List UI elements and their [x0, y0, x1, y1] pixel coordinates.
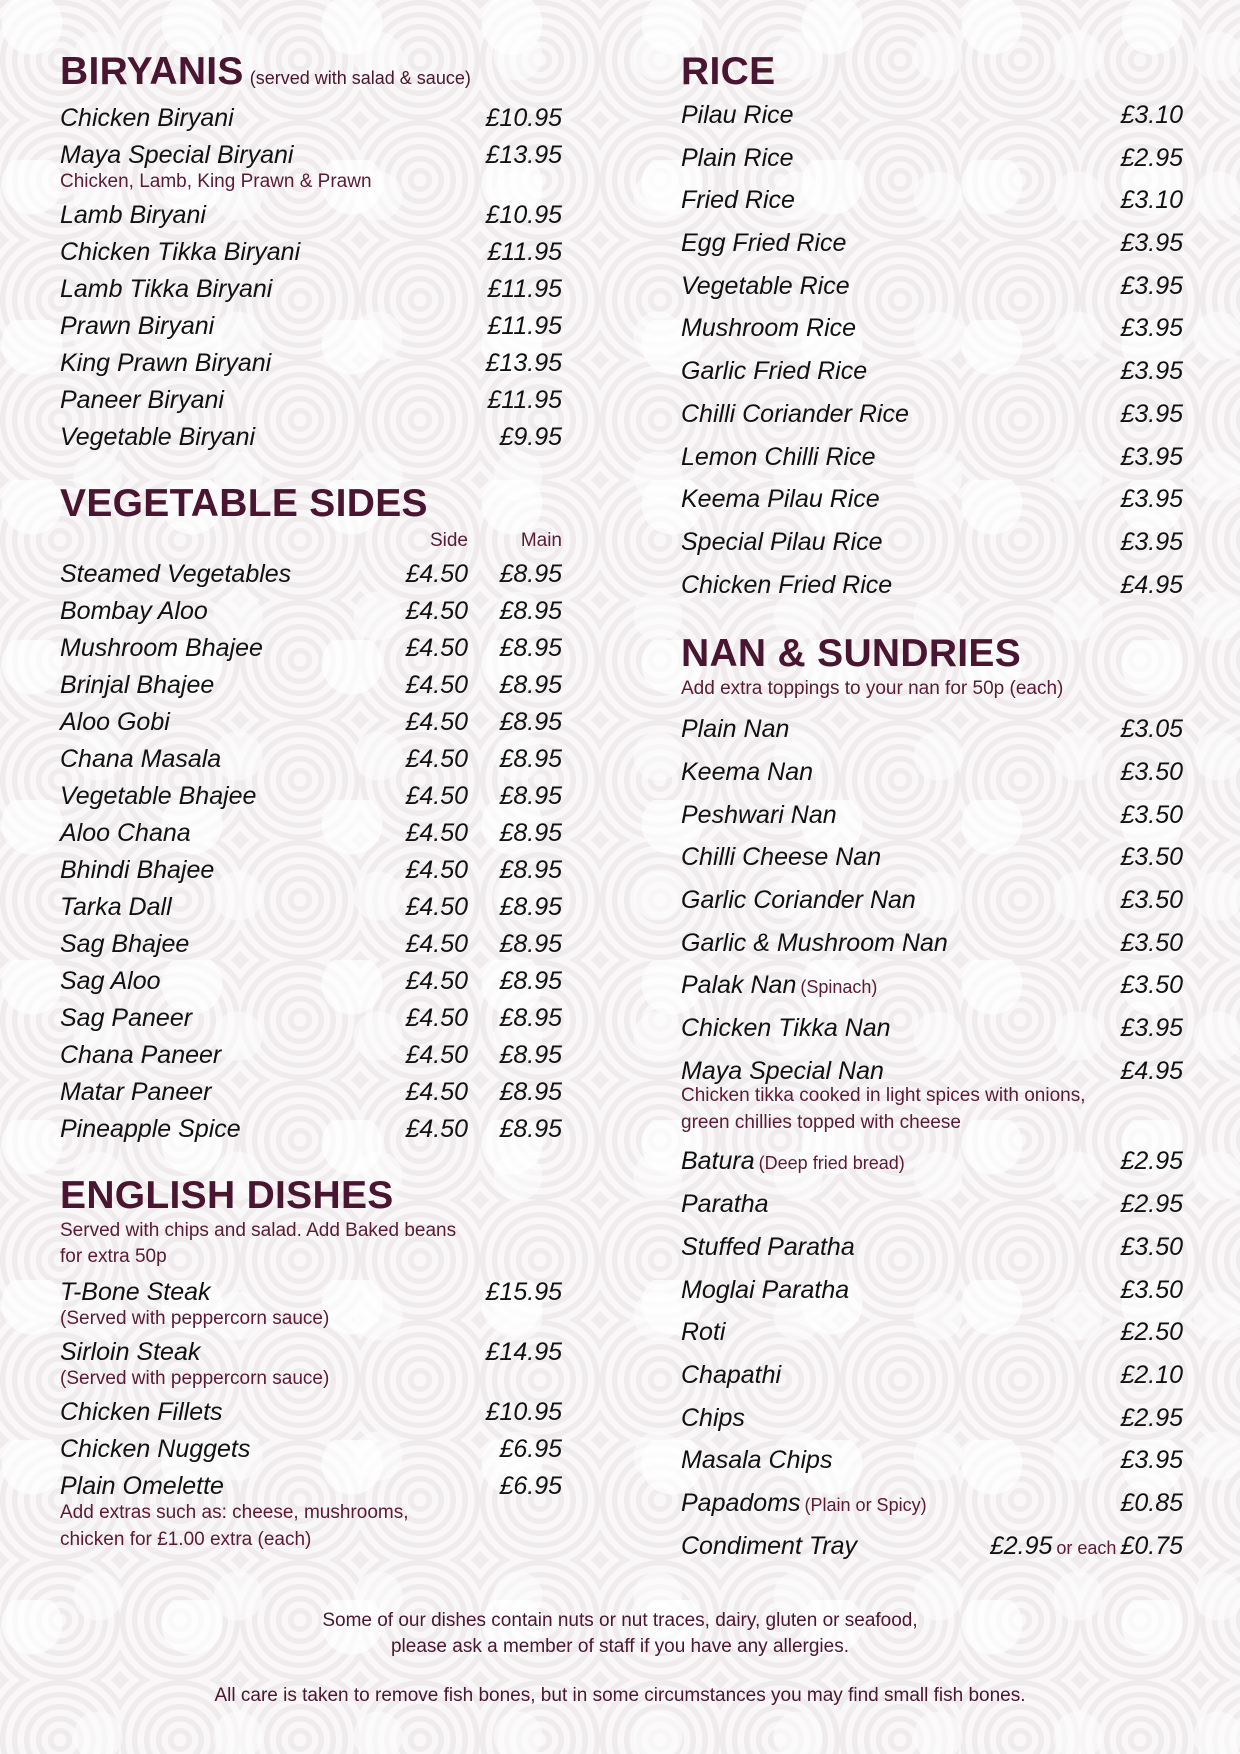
- menu-item: [60, 308, 562, 345]
- menu-item: [681, 521, 1183, 564]
- item-price: £3.50: [1120, 928, 1183, 957]
- item-price: £3.95: [1120, 1446, 1183, 1475]
- item-name: Peshwari Nan: [681, 800, 837, 829]
- allergy-line: Some of our dishes contain nuts or nut traces, dairy, gluten or seafood,: [322, 1610, 918, 1631]
- item-price: £3.95: [1120, 229, 1183, 258]
- menu-item: [60, 556, 562, 593]
- item-name: Sag Bhajee: [60, 930, 190, 958]
- side-price: £4.50: [405, 930, 468, 958]
- section-vegetable-sides: [60, 482, 562, 1148]
- item-name: Garlic Coriander Nan: [681, 886, 916, 914]
- menu-item: [681, 1397, 1183, 1440]
- item-name: Special Pilau Rice: [681, 527, 883, 556]
- menu-item: [60, 778, 562, 815]
- item-price: £3.95: [1120, 1014, 1183, 1043]
- item-price: £2.95: [1120, 1403, 1183, 1432]
- section-rice: [681, 50, 1183, 606]
- menu-item: [681, 436, 1183, 479]
- item-name: Chicken Fried Rice: [681, 570, 893, 599]
- item-name: Bombay Aloo: [60, 597, 208, 625]
- section-subtitle: Add extra toppings to your nan for 50p (each): [681, 678, 1064, 700]
- item-name: Roti: [681, 1318, 726, 1347]
- item-name: Chicken Nuggets: [60, 1435, 251, 1463]
- item-name: Lamb Biryani: [60, 201, 206, 229]
- main-price: £8.95: [499, 708, 562, 736]
- side-price: £4.50: [405, 597, 468, 625]
- item-price: £3.95: [1120, 357, 1183, 386]
- menu-item: [681, 265, 1183, 308]
- subtitle-line: Served with chips and salad. Add Baked beans: [60, 1220, 457, 1241]
- item-price: £6.95: [499, 1472, 562, 1500]
- item-name: Keema Pilau Rice: [681, 485, 880, 514]
- item-price: £2.95: [1120, 1147, 1183, 1176]
- item-price: £2.50: [1120, 1318, 1183, 1347]
- item-price: £0.85: [1120, 1488, 1183, 1517]
- item-name: Lamb Tikka Biryani: [60, 275, 273, 303]
- item-name: Aloo Chana: [60, 819, 191, 847]
- menu-item: [60, 1111, 562, 1148]
- desc-line: Chicken tikka cooked in light spices with onions,: [681, 1085, 1086, 1107]
- item-name: Chicken Tikka Nan: [681, 1014, 891, 1043]
- item-price: £6.95: [499, 1435, 562, 1463]
- menu-item: [60, 271, 562, 308]
- item-name: Mushroom Rice: [681, 314, 857, 343]
- menu-item: [681, 307, 1183, 350]
- item-price: £3.95: [1120, 314, 1183, 343]
- item-name: Chapathi: [681, 1360, 782, 1389]
- item-price: £10.95: [485, 1398, 562, 1426]
- item-price: £3.50: [1120, 843, 1183, 872]
- menu-item: [681, 708, 1183, 751]
- item-price: £15.95: [485, 1278, 562, 1306]
- menu-item: [681, 222, 1183, 265]
- item-price: £2.95: [1120, 1190, 1183, 1219]
- item-name: Pilau Rice: [681, 101, 794, 129]
- item-name: Condiment Tray: [681, 1531, 857, 1560]
- item-note: (Deep fried bread): [758, 1153, 905, 1174]
- item-price: £14.95: [485, 1338, 562, 1366]
- main-price: £8.95: [499, 560, 562, 588]
- menu-item: [60, 815, 562, 852]
- item-name: Sag Paneer: [60, 1004, 193, 1032]
- section-title: ENGLISH DISHES: [60, 1174, 394, 1217]
- item-price: £3.95: [1120, 271, 1183, 300]
- item-name: Chicken Tikka Biryani: [60, 238, 301, 266]
- item-price: £3.50: [1120, 971, 1183, 1000]
- side-price: £4.50: [405, 856, 468, 884]
- section-subtitle: [60, 1218, 562, 1270]
- item-price: £3.50: [1120, 800, 1183, 829]
- item-price: £3.50: [1120, 757, 1183, 786]
- menu-item: [60, 1000, 562, 1037]
- item-price: £2.10: [1120, 1360, 1183, 1389]
- side-price: £4.50: [405, 745, 468, 773]
- item-name: Maya Special Nan: [681, 1056, 884, 1085]
- menu-item: [60, 1037, 562, 1074]
- menu-item: [60, 100, 562, 137]
- main-price: £8.95: [499, 967, 562, 995]
- side-price: £4.50: [405, 967, 468, 995]
- main-price: £8.95: [499, 597, 562, 625]
- item-name: Batura: [681, 1147, 755, 1176]
- menu-item: [60, 593, 562, 630]
- item-price: £11.95: [487, 386, 562, 414]
- item-description: Chicken, Lamb, King Prawn & Prawn: [60, 171, 372, 192]
- item-name: Matar Paneer: [60, 1078, 212, 1106]
- item-name: Steamed Vegetables: [60, 560, 292, 588]
- item-name: Mushroom Bhajee: [60, 634, 263, 662]
- item-description: (Served with peppercorn sauce): [60, 1308, 330, 1329]
- main-price: £8.95: [499, 930, 562, 958]
- item-name: Keema Nan: [681, 757, 814, 786]
- section-nan-sundries: [681, 632, 1183, 1567]
- left-column: [60, 50, 562, 1579]
- item-name: Plain Rice: [681, 143, 794, 172]
- menu-item: [681, 1226, 1183, 1269]
- biryanis-note: (served with salad & sauce): [249, 68, 471, 88]
- item-name: Moglai Paratha: [681, 1275, 850, 1304]
- menu-item: [60, 667, 562, 704]
- side-price: £4.50: [405, 1041, 468, 1069]
- menu-item: [60, 419, 562, 456]
- item-name: Chicken Fillets: [60, 1398, 223, 1426]
- allergy-notice: [0, 1608, 1240, 1660]
- side-price: £4.50: [405, 634, 468, 662]
- menu-item: [681, 350, 1183, 393]
- item-name: Chilli Coriander Rice: [681, 399, 909, 428]
- right-column: [681, 50, 1183, 1593]
- menu-item: [681, 179, 1183, 222]
- main-price: £8.95: [499, 1041, 562, 1069]
- item-name: Pineapple Spice: [60, 1115, 241, 1143]
- item-price: £2.95: [1120, 143, 1183, 172]
- item-name: Garlic Fried Rice: [681, 357, 868, 386]
- item-price: £11.95: [487, 238, 562, 266]
- item-name: King Prawn Biryani: [60, 349, 272, 377]
- menu-item: [60, 889, 562, 926]
- item-name: Masala Chips: [681, 1446, 833, 1475]
- main-price: £8.95: [499, 745, 562, 773]
- item-price: £13.95: [485, 141, 562, 169]
- fish-bones-notice: All care is taken to remove fish bones, but in some circumstances you may find small fish bones.: [214, 1685, 1026, 1706]
- item-name: Vegetable Bhajee: [60, 782, 257, 810]
- item-price: £3.50: [1120, 1275, 1183, 1304]
- item-name: Paratha: [681, 1190, 769, 1219]
- item-name: Prawn Biryani: [60, 312, 215, 340]
- menu-item: [60, 1394, 562, 1431]
- menu-item: [681, 1525, 1183, 1568]
- item-name: Fried Rice: [681, 186, 795, 215]
- menu-item: [681, 751, 1183, 794]
- menu-item: [681, 1354, 1183, 1397]
- extras-line: chicken for £1.00 extra (each): [60, 1529, 312, 1550]
- or-label: or each: [1056, 1537, 1117, 1558]
- col-main: Main: [520, 530, 562, 551]
- side-price: £4.50: [405, 1004, 468, 1032]
- side-price: £4.50: [405, 893, 468, 921]
- item-name: Sirloin Steak: [60, 1338, 201, 1366]
- item-price: £3.95: [1120, 527, 1183, 556]
- item-price: £11.95: [487, 275, 562, 303]
- menu-item: [60, 1431, 562, 1468]
- menu-item: [681, 964, 1183, 1007]
- item-price: £3.10: [1120, 101, 1183, 129]
- menu-item: [681, 1140, 1183, 1183]
- menu-item: [60, 382, 562, 419]
- section-title: NAN & SUNDRIES: [681, 632, 1022, 676]
- item-name: Chips: [681, 1403, 745, 1432]
- main-price: £8.95: [499, 819, 562, 847]
- menu-item: [681, 137, 1183, 180]
- menu-item: [60, 926, 562, 963]
- menu-item: [681, 94, 1183, 137]
- menu-item: [681, 564, 1183, 607]
- item-price: £11.95: [487, 312, 562, 340]
- section-biryanis: [60, 50, 562, 456]
- menu-item: [60, 345, 562, 382]
- menu-item: [681, 836, 1183, 879]
- main-price: £8.95: [499, 1078, 562, 1106]
- item-name: Vegetable Biryani: [60, 423, 256, 451]
- item-price-each: £0.75: [1120, 1531, 1183, 1560]
- section-english-dishes: [60, 1174, 562, 1553]
- item-note: (Spinach): [800, 977, 878, 998]
- item-price: £13.95: [485, 349, 562, 377]
- menu-item: [681, 794, 1183, 837]
- item-name: Chana Masala: [60, 745, 222, 773]
- item-name: Chana Paneer: [60, 1041, 222, 1069]
- item-price: £10.95: [485, 201, 562, 229]
- item-name: Garlic & Mushroom Nan: [681, 928, 948, 957]
- item-description: [681, 1082, 1183, 1136]
- item-name: Chilli Cheese Nan: [681, 843, 882, 872]
- item-price: £3.95: [1120, 442, 1183, 471]
- side-price: £4.50: [405, 560, 468, 588]
- desc-line: green chillies topped with cheese: [681, 1112, 961, 1134]
- menu-item: [60, 197, 562, 234]
- side-price: £4.50: [405, 708, 468, 736]
- menu-item: [681, 922, 1183, 965]
- menu-item: [60, 963, 562, 1000]
- menu-item: [60, 852, 562, 889]
- item-name: Paneer Biryani: [60, 386, 224, 414]
- item-price: £10.95: [485, 104, 562, 132]
- side-price: £4.50: [405, 1115, 468, 1143]
- menu-item: [681, 879, 1183, 922]
- allergy-line: please ask a member of staff if you have any allergies.: [390, 1636, 849, 1657]
- main-price: £8.95: [499, 634, 562, 662]
- item-name: Plain Omelette: [60, 1472, 224, 1500]
- main-price: £8.95: [499, 856, 562, 884]
- item-name: Plain Nan: [681, 715, 790, 744]
- col-side: Side: [429, 530, 468, 551]
- item-price: £3.50: [1120, 886, 1183, 914]
- main-price: £8.95: [499, 671, 562, 699]
- item-price: £3.95: [1120, 485, 1183, 514]
- menu-item: [681, 1007, 1183, 1050]
- item-name: Bhindi Bhajee: [60, 856, 215, 884]
- main-price: £8.95: [499, 1004, 562, 1032]
- item-name: Sag Aloo: [60, 967, 161, 995]
- menu-item: [60, 704, 562, 741]
- item-price: £2.95: [989, 1531, 1053, 1560]
- menu-item: [681, 478, 1183, 521]
- menu-item: [681, 1183, 1183, 1226]
- menu-item: [681, 1439, 1183, 1482]
- extras-note: [60, 1499, 562, 1553]
- item-name: Papadoms: [681, 1488, 801, 1517]
- item-price: £3.50: [1120, 1232, 1183, 1261]
- section-title: RICE: [681, 50, 776, 93]
- item-price: £3.10: [1120, 186, 1183, 215]
- item-price: £3.05: [1120, 715, 1183, 744]
- menu-item: [681, 1269, 1183, 1312]
- main-price: £8.95: [499, 782, 562, 810]
- main-price: £8.95: [499, 893, 562, 921]
- menu-item: [681, 1311, 1183, 1354]
- main-price: £8.95: [499, 1115, 562, 1143]
- item-note: (Plain or Spicy): [804, 1494, 927, 1515]
- menu-item: [60, 741, 562, 778]
- item-price: £4.95: [1120, 570, 1183, 599]
- item-name: Vegetable Rice: [681, 271, 850, 300]
- item-name: Tarka Dall: [60, 893, 172, 921]
- item-name: Egg Fried Rice: [681, 229, 847, 258]
- side-price: £4.50: [405, 819, 468, 847]
- side-price: £4.50: [405, 671, 468, 699]
- item-name: Chicken Biryani: [60, 104, 234, 132]
- item-description: (Served with peppercorn sauce): [60, 1368, 330, 1389]
- menu-item: [681, 393, 1183, 436]
- menu-item: [60, 1074, 562, 1111]
- menu-item: [60, 630, 562, 667]
- item-name: Maya Special Biryani: [60, 141, 294, 169]
- section-title: [60, 50, 562, 100]
- item-price: £3.95: [1120, 399, 1183, 428]
- side-price: £4.50: [405, 1078, 468, 1106]
- item-name: Palak Nan: [681, 971, 797, 1000]
- subtitle-line: for extra 50p: [60, 1246, 167, 1267]
- item-price: £4.95: [1120, 1056, 1183, 1085]
- item-name: T-Bone Steak: [60, 1278, 211, 1306]
- item-price: £9.95: [499, 423, 562, 451]
- section-title: VEGETABLE SIDES: [60, 482, 428, 525]
- item-name: Aloo Gobi: [60, 708, 170, 736]
- menu-item: [60, 234, 562, 271]
- item-name: Brinjal Bhajee: [60, 671, 215, 699]
- menu-item: [681, 1482, 1183, 1525]
- extras-line: Add extras such as: cheese, mushrooms,: [60, 1502, 409, 1523]
- biryanis-title: BIRYANIS: [60, 50, 244, 93]
- item-name: Lemon Chilli Rice: [681, 442, 876, 471]
- column-headers: [60, 526, 562, 556]
- item-name: Stuffed Paratha: [681, 1232, 855, 1261]
- side-price: £4.50: [405, 782, 468, 810]
